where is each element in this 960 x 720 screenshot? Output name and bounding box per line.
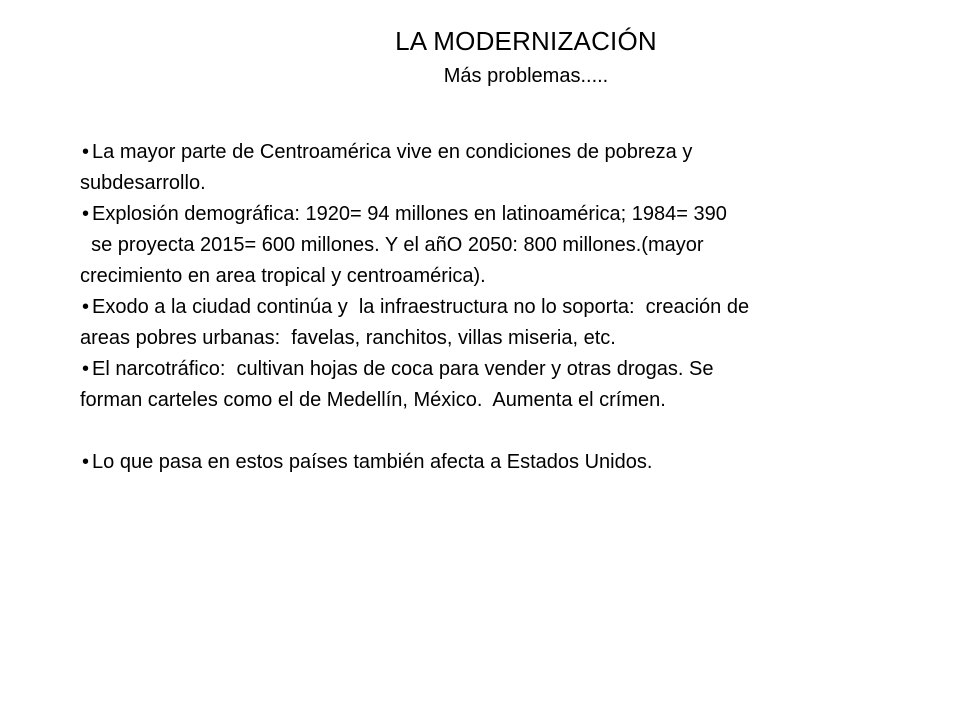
bullet-line (82, 354, 938, 385)
bullet-item-narcotrafico (82, 354, 938, 416)
bullet-line: se proyecta 2015= 600 millones. Y el añO 2050: 800 millones.(mayor (80, 234, 704, 256)
bullet-line: areas pobres urbanas: favelas, ranchitos, villas miseria, etc. (80, 327, 616, 349)
bullet-item-poverty (82, 137, 938, 199)
bullet-marker: • (82, 296, 90, 318)
bullet-line: forman carteles como el de Medellín, México. Aumenta el crímen. (80, 389, 666, 411)
bullet-marker: • (82, 451, 90, 473)
bullet-line (82, 292, 938, 323)
bullet-item-usa-effect (82, 447, 938, 478)
bullet-text: Lo que pasa en estos países también afecta a Estados Unidos. (92, 451, 653, 473)
bullet-line (82, 199, 938, 230)
bullet-line: crecimiento en area tropical y centroamérica). (80, 265, 486, 287)
bullet-text: La mayor parte de Centroamérica vive en condiciones de pobreza y (92, 141, 693, 163)
bullet-marker: • (82, 141, 90, 163)
bullet-text: El narcotráfico: cultivan hojas de coca para vender y otras drogas. Se (92, 358, 714, 380)
bullet-item-urban-exodus (82, 292, 938, 354)
slide-subtitle: Más problemas..... (443, 65, 609, 87)
slide-title: LA MODERNIZACIÓN (395, 26, 657, 56)
bullet-line (82, 447, 938, 478)
bullet-marker: • (82, 358, 90, 380)
bullet-list (82, 137, 938, 478)
bullet-item-demography (82, 199, 938, 292)
bullet-text: Explosión demográfica: 1920= 94 millones en latinoamérica; 1984= 390 (92, 203, 727, 225)
bullet-marker: • (82, 203, 90, 225)
bullet-line: subdesarrollo. (80, 172, 206, 194)
paragraph-spacer (82, 416, 938, 447)
bullet-line (82, 137, 938, 168)
bullet-text: Exodo a la ciudad continúa y la infraestructura no lo soporta: creación de (92, 296, 750, 318)
